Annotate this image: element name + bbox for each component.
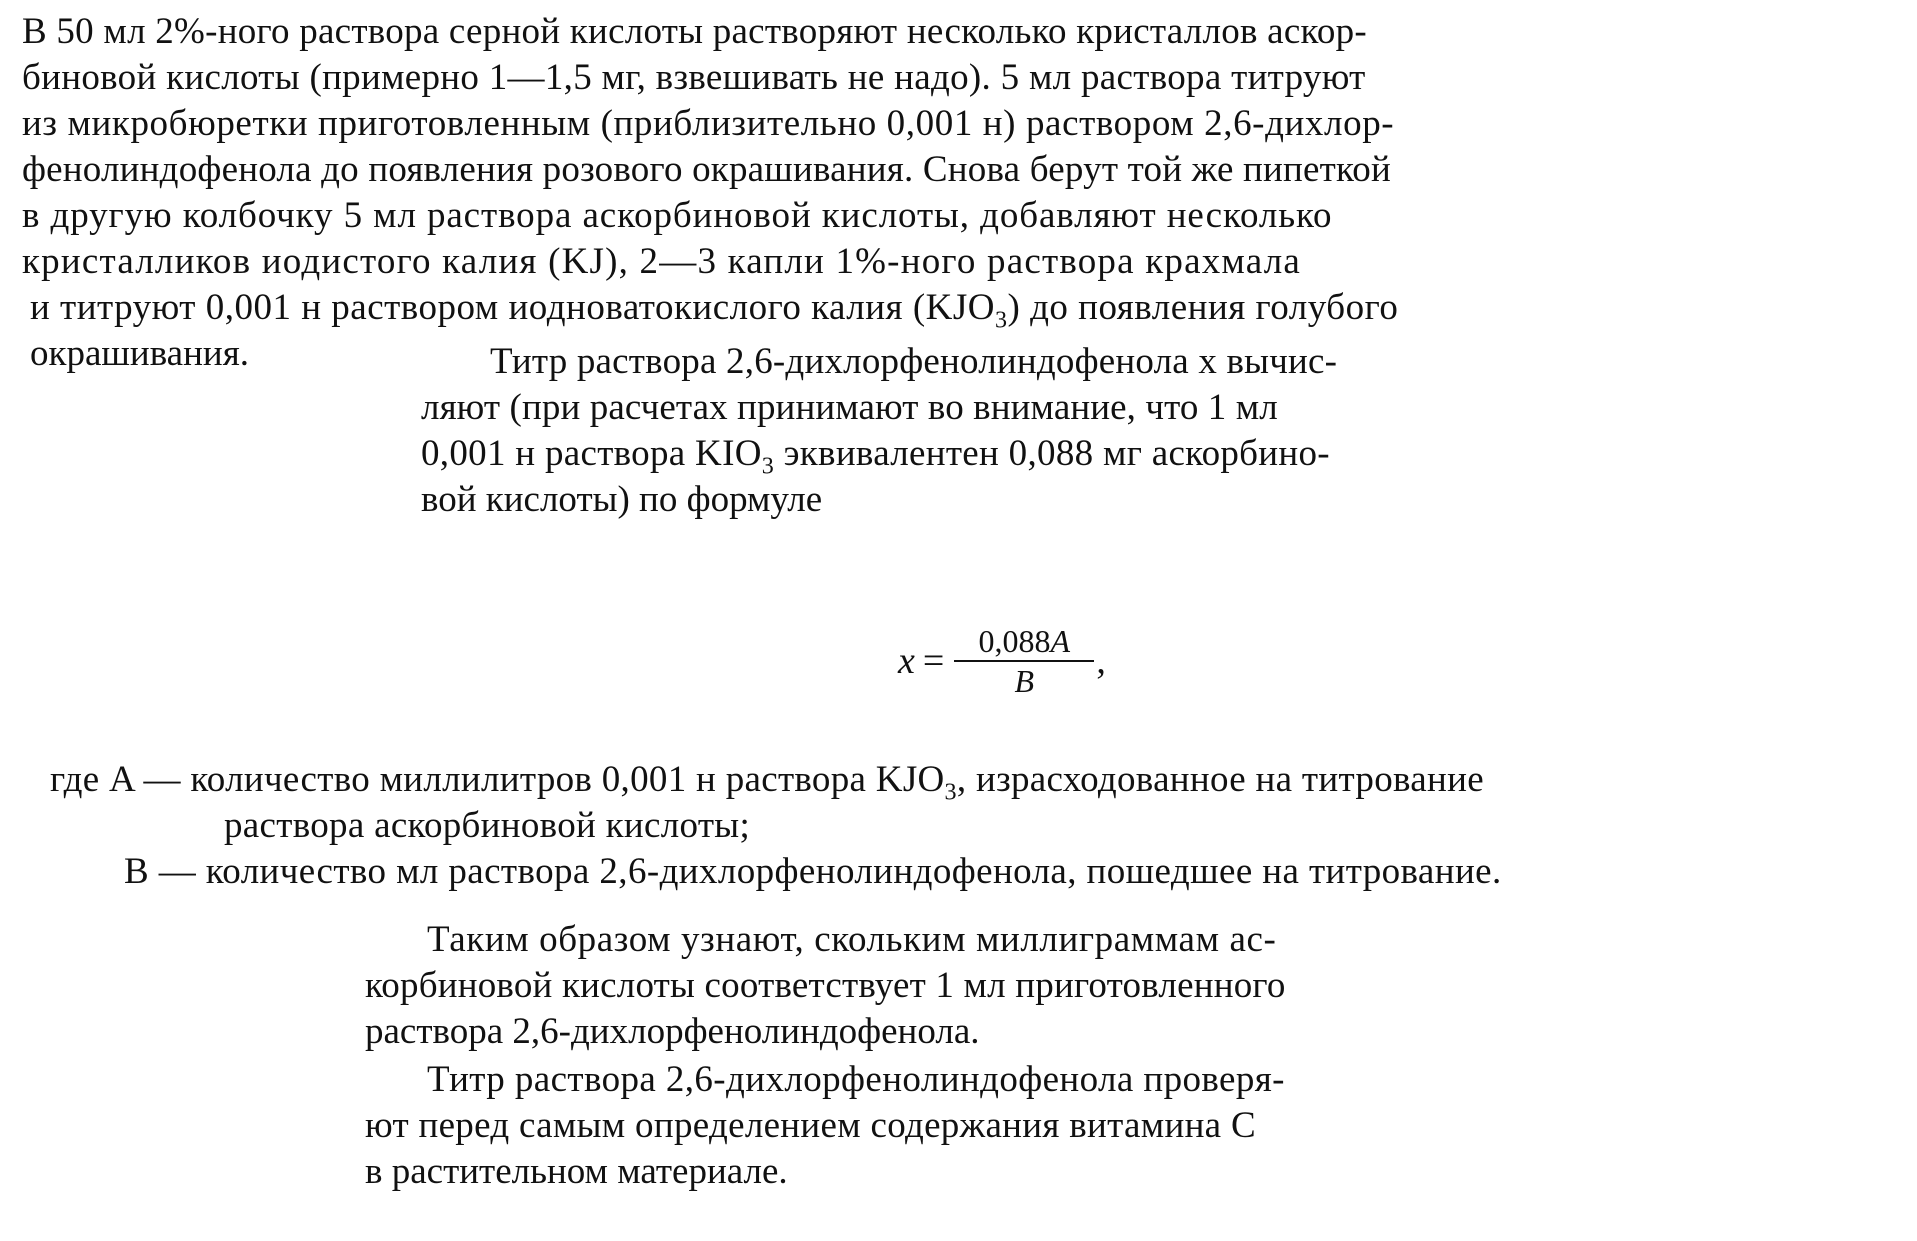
- text-line: Таким образом узнают, скольким миллиграммам ас-: [427, 919, 1277, 960]
- formula-lhs: x: [898, 640, 915, 682]
- text-line: из микробюретки приготовленным (приблизительно 0,001 н) раствором 2,6-дихлор-: [22, 103, 1395, 144]
- text-fragment: где A — количество миллилитров 0,001 н раствора KJO: [50, 759, 945, 800]
- text-fragment: , израсходованное на титрование: [956, 759, 1484, 800]
- text-line: кристалликов иодистого калия (KJ), 2—3 капли 1%-ного раствора крахмала: [22, 241, 1302, 282]
- text-line: раствора 2,6-дихлорфенолиндофенола.: [365, 1011, 980, 1052]
- formula-numerator: 0,088A: [978, 623, 1071, 659]
- text-line: [421, 432, 1330, 480]
- text-line: Титр раствора 2,6-дихлорфенолиндофенола проверя-: [427, 1059, 1285, 1100]
- text-line: раствора аскорбиновой кислоты;: [224, 805, 751, 846]
- text-line: биновой кислоты (примерно 1—1,5 мг, взвешивать не надо). 5 мл раствора титруют: [22, 57, 1366, 98]
- text-line: фенолиндофенола до появления розового окрашивания. Снова берут той же пипеткой: [22, 149, 1392, 190]
- titer-formula: [898, 622, 1106, 700]
- formula-equals: =: [922, 640, 945, 682]
- text-fragment: 0,001 н раствора KIO: [421, 433, 762, 474]
- text-fragment: и титруют 0,001 н раствором иодноватокислого калия (KJO: [30, 287, 995, 328]
- text-line: ют перед самым определением содержания витамина С: [365, 1105, 1256, 1146]
- text-line: окрашивания.: [30, 333, 249, 374]
- formula-fraction: [954, 622, 1094, 700]
- text-line: вой кислоты) по формуле: [421, 479, 823, 520]
- subscript: 3: [944, 779, 957, 806]
- text-line: [30, 286, 1399, 334]
- subscript: 3: [994, 307, 1008, 334]
- text-line: B — количество мл раствора 2,6-дихлорфенолиндофенола, пошедшее на титрование.: [124, 851, 1502, 892]
- formula-denominator: B: [1014, 663, 1035, 699]
- text-line: в другую колбочку 5 мл раствора аскорбиновой кислоты, добавляют несколько: [22, 195, 1333, 236]
- text-line: В 50 мл 2%-ного раствора серной кислоты растворяют несколько кристаллов аскор-: [22, 11, 1367, 52]
- text-fragment: ) до появления голубого: [1007, 287, 1399, 328]
- text-line: Титр раствора 2,6-дихлорфенолиндофенола x вычис-: [490, 341, 1338, 382]
- text-line: в растительном материале.: [365, 1151, 788, 1192]
- formula-trail: ,: [1096, 640, 1106, 682]
- text-line: [50, 758, 1484, 806]
- text-line: ляют (при расчетах принимают во внимание, что 1 мл: [421, 387, 1278, 428]
- subscript: 3: [761, 453, 775, 480]
- text-line: корбиновой кислоты соответствует 1 мл приготовленного: [365, 965, 1286, 1006]
- text-fragment: эквивалентен 0,088 мг аскорбино-: [774, 433, 1330, 474]
